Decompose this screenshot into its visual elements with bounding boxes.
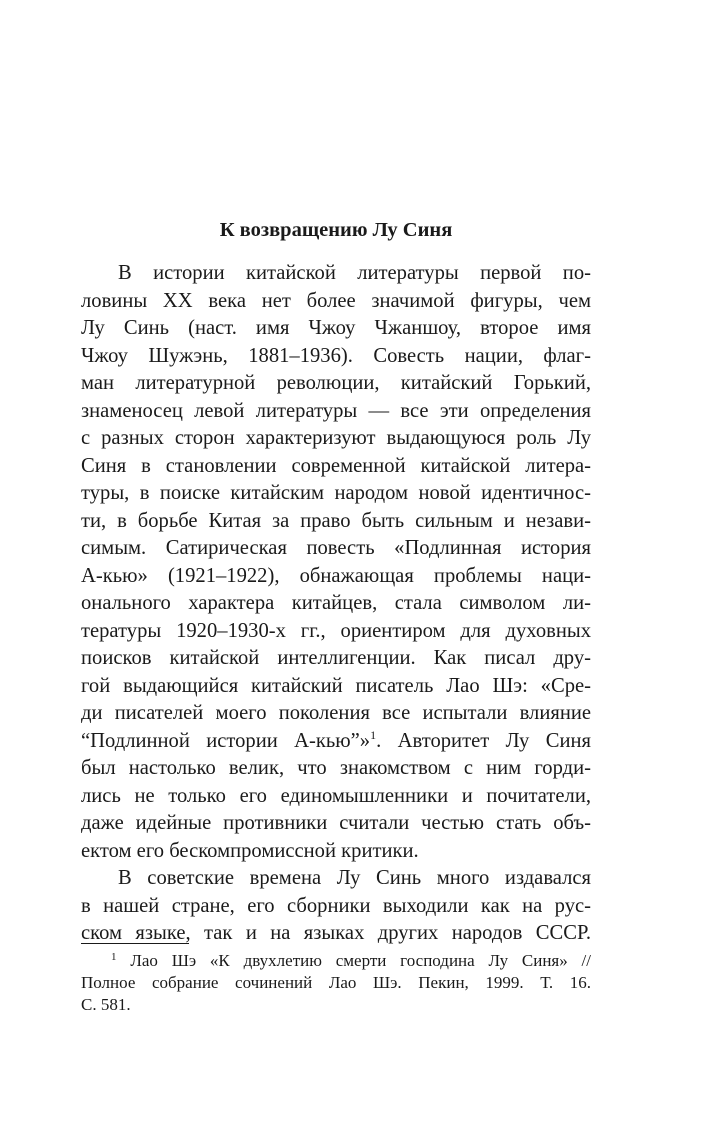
text-line-with-footnote-ref <box>81 728 591 756</box>
footnote-line <box>81 950 591 972</box>
footnote-separator <box>81 943 189 944</box>
text-segment: . Авторитет Лу Синя <box>376 729 591 752</box>
text-line: онального характера китайцев, стала символом ли- <box>81 592 591 614</box>
text-line: Лу Синь (наст. имя Чжоу Чжаншоу, второе имя <box>81 317 591 339</box>
footnote-ref[interactable]: 1 <box>370 727 377 742</box>
body-text <box>81 260 591 948</box>
text-line: тературы 1920–1930-х гг., ориентиром для духовных <box>81 619 591 642</box>
text-line: Синя в становлении современной китайской литера- <box>81 454 591 477</box>
text-line: ти, в борьбе Китая за право быть сильным и незави- <box>81 509 591 532</box>
footnote-line: Полное собрание сочинений Лао Шэ. Пекин, 1999. Т. 16. <box>81 973 591 992</box>
footnote-number: 1 <box>111 951 117 963</box>
text-line: туры, в поиске китайским народом новой идентичнос- <box>81 482 591 504</box>
text-line: с разных сторон характеризуют выдающуюся роль Лу <box>81 427 591 449</box>
text-line: ловины XX века нет более значимой фигуры, чем <box>81 289 591 312</box>
text-line: в нашей стране, его сборники выходили как на рус- <box>81 894 591 917</box>
text-line: В истории китайской литературы первой по- <box>118 262 591 284</box>
text-line: даже идейные противники считали честью стать объ- <box>81 812 591 834</box>
text-line: знаменосец левой литературы — все эти определения <box>81 399 591 422</box>
text-line: ском языке, так и на языках других народов СССР. <box>81 922 591 944</box>
text-line: симым. Сатирическая повесть «Подлинная история <box>81 537 591 559</box>
text-line: ди писателей моего поколения все испытали влияние <box>81 702 591 724</box>
chapter-title: К возвращению Лу Синя <box>219 219 453 241</box>
text-line: гой выдающийся китайский писатель Лао Шэ: «Сре- <box>81 674 591 697</box>
text-line: поисков китайской интеллигенции. Как писал дру- <box>81 647 591 669</box>
text-line: Чжоу Шужэнь, 1881–1936). Совесть нации, флаг- <box>81 344 591 367</box>
text-segment: “Подлинной истории А-кью”» <box>81 729 371 752</box>
text-line: А-кью» (1921–1922), обнажающая проблемы наци- <box>81 564 591 587</box>
text-line: ман литературной революции, китайский Горький, <box>81 372 591 394</box>
text-line: лись не только его единомышленники и почитатели, <box>81 784 591 807</box>
text-line: был настолько велик, что знакомством с ним горди- <box>81 757 591 779</box>
text-segment: Лао Шэ «К двухлетию смерти господина Лу Синя» // <box>130 951 591 970</box>
footnote <box>81 950 591 1016</box>
text-line: В советские времена Лу Синь много издавался <box>118 867 591 889</box>
book-page <box>81 0 591 1122</box>
footnote-line: С. 581. <box>81 995 131 1014</box>
text-line: ектом его бескомпромиссной критики. <box>81 839 419 862</box>
